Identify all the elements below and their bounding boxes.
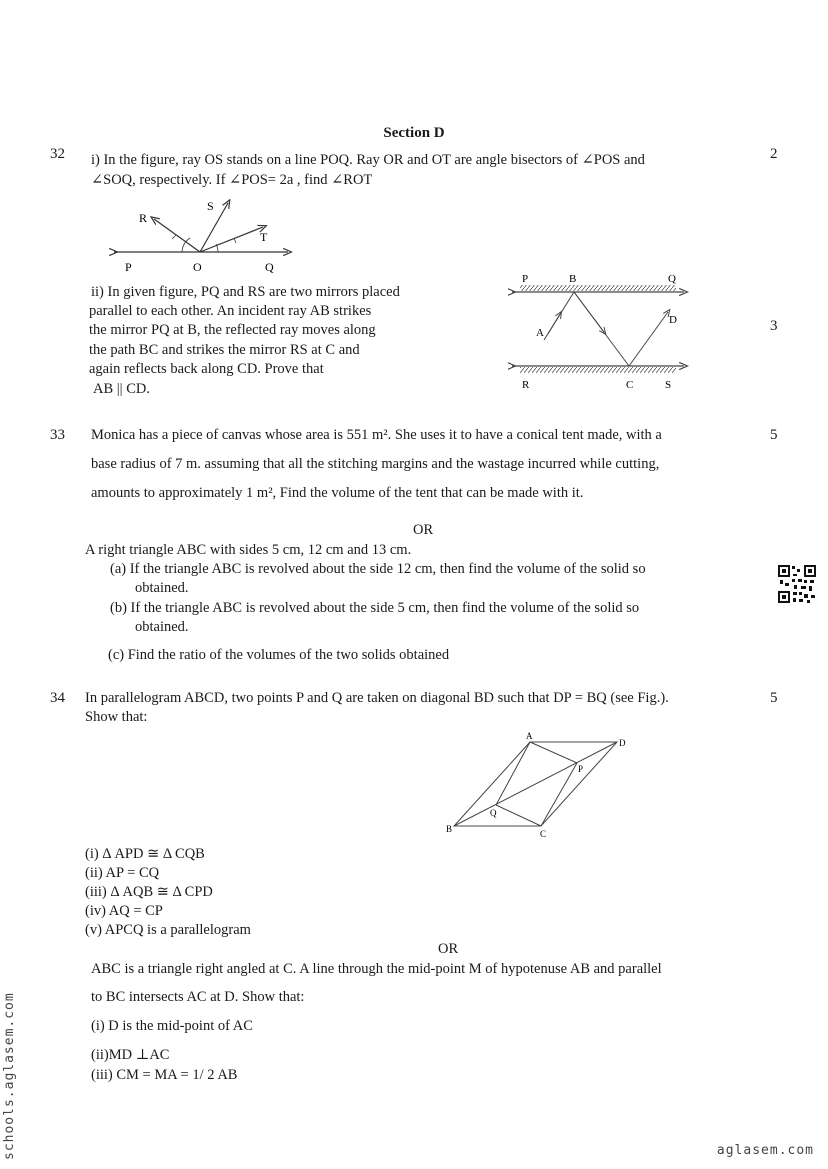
q34-or: OR bbox=[438, 941, 459, 957]
q33-alt-a-line1: (a) If the triangle ABC is revolved about the side 12 cm, then find the volume of the solid so bbox=[110, 561, 646, 577]
q34-alt-line2: to BC intersects AC at D. Show that: bbox=[91, 989, 305, 1005]
marks-34: 5 bbox=[770, 690, 778, 706]
fig2-label-s: S bbox=[665, 379, 672, 391]
fig3-label-c: C bbox=[540, 829, 547, 839]
q33-alt-c: (c) Find the ratio of the volumes of the two solids obtained bbox=[108, 647, 450, 663]
q34-item-5: (v) APCQ is a parallelogram bbox=[85, 922, 251, 938]
q33-line1: Monica has a piece of canvas whose area is 551 m². She uses it to have a conical tent made, with a bbox=[91, 427, 662, 443]
fig2-label-r: R bbox=[522, 379, 530, 391]
figure-mirrors bbox=[508, 268, 690, 396]
marks-32-part1: 2 bbox=[770, 146, 778, 162]
fig2-label-a: A bbox=[536, 327, 544, 339]
q32-part1-line2: ∠SOQ, respectively. If ∠POS= 2a , find ∠ROT bbox=[91, 172, 373, 188]
q34-alt-item-2: (ii)MD ⊥AC bbox=[91, 1047, 170, 1063]
fig2-label-d: D bbox=[669, 314, 677, 326]
fig1-label-q: Q bbox=[265, 260, 274, 274]
q32-part2-line3: the mirror PQ at B, the reflected ray moves along bbox=[89, 322, 376, 338]
qr-code bbox=[777, 564, 817, 604]
q32-part2-line4: the path BC and strikes the mirror RS at C and bbox=[89, 342, 360, 358]
q33-line2: base radius of 7 m. assuming that all the stitching margins and the wastage incurred while cutting, bbox=[91, 456, 660, 472]
q34-item-1: (i) Δ APD ≅ Δ CQB bbox=[85, 846, 205, 862]
q32-part2-line6: AB || CD. bbox=[93, 381, 150, 397]
q34-item-2: (ii) AP = CQ bbox=[85, 865, 160, 881]
q32-part2-line5: again reflects back along CD. Prove that bbox=[89, 361, 324, 377]
fig1-label-r: R bbox=[139, 211, 148, 225]
q34-alt-item-3: (iii) CM = MA = 1/ 2 AB bbox=[91, 1067, 238, 1083]
q34-alt-item-1: (i) D is the mid-point of AC bbox=[91, 1018, 253, 1034]
q34-line1: In parallelogram ABCD, two points P and Q are taken on diagonal BD such that DP = BQ (see Fig.). bbox=[85, 690, 669, 706]
fig1-label-s: S bbox=[207, 199, 214, 213]
fig2-label-p: P bbox=[522, 273, 529, 285]
question-number-33: 33 bbox=[50, 427, 65, 443]
section-title: Section D bbox=[383, 125, 445, 141]
question-number-32: 32 bbox=[50, 146, 65, 162]
q33-alt-intro: A right triangle ABC with sides 5 cm, 12 cm and 13 cm. bbox=[85, 542, 412, 558]
question-number-34: 34 bbox=[50, 690, 65, 706]
fig3-label-q: Q bbox=[490, 808, 497, 818]
fig2-label-q: Q bbox=[668, 273, 676, 285]
fig1-label-o: O bbox=[193, 260, 202, 274]
watermark-side: schools.aglasem.com bbox=[2, 992, 17, 1160]
q32-part2-line1: ii) In given figure, PQ and RS are two mirrors placed bbox=[91, 284, 400, 300]
fig1-label-t: T bbox=[260, 230, 268, 244]
watermark-bottom: aglasem.com bbox=[716, 1143, 814, 1158]
fig3-label-p: P bbox=[578, 764, 584, 774]
fig1-label-p: P bbox=[125, 260, 132, 274]
fig3-label-d: D bbox=[619, 738, 626, 748]
marks-32-part2: 3 bbox=[770, 318, 778, 334]
q33-line3: amounts to approximately 1 m², Find the volume of the tent that can be made with it. bbox=[91, 485, 584, 501]
fig2-label-c: C bbox=[626, 379, 634, 391]
q33-alt-b-line1: (b) If the triangle ABC is revolved about the side 5 cm, then find the volume of the solid so bbox=[110, 600, 640, 616]
fig3-label-a: A bbox=[526, 731, 533, 741]
q33-alt-b-line2: obtained. bbox=[135, 619, 189, 635]
q32-part1-line1: i) In the figure, ray OS stands on a line POQ. Ray OR and OT are angle bisectors of ∠POS and bbox=[91, 152, 645, 168]
marks-33: 5 bbox=[770, 427, 778, 443]
fig3-label-b: B bbox=[446, 824, 453, 834]
figure-angle-bisectors bbox=[108, 195, 298, 280]
fig2-label-b: B bbox=[569, 273, 577, 285]
q34-item-4: (iv) AQ = CP bbox=[85, 903, 163, 919]
q32-part2-line2: parallel to each other. An incident ray AB strikes bbox=[89, 303, 372, 319]
q34-line2: Show that: bbox=[85, 709, 148, 725]
q33-alt-a-line2: obtained. bbox=[135, 580, 189, 596]
q34-alt-line1: ABC is a triangle right angled at C. A line through the mid-point M of hypotenuse AB and parallel bbox=[91, 961, 662, 977]
figure-parallelogram bbox=[440, 730, 640, 842]
q33-or: OR bbox=[413, 522, 434, 538]
q34-item-3: (iii) Δ AQB ≅ Δ CPD bbox=[85, 884, 213, 900]
